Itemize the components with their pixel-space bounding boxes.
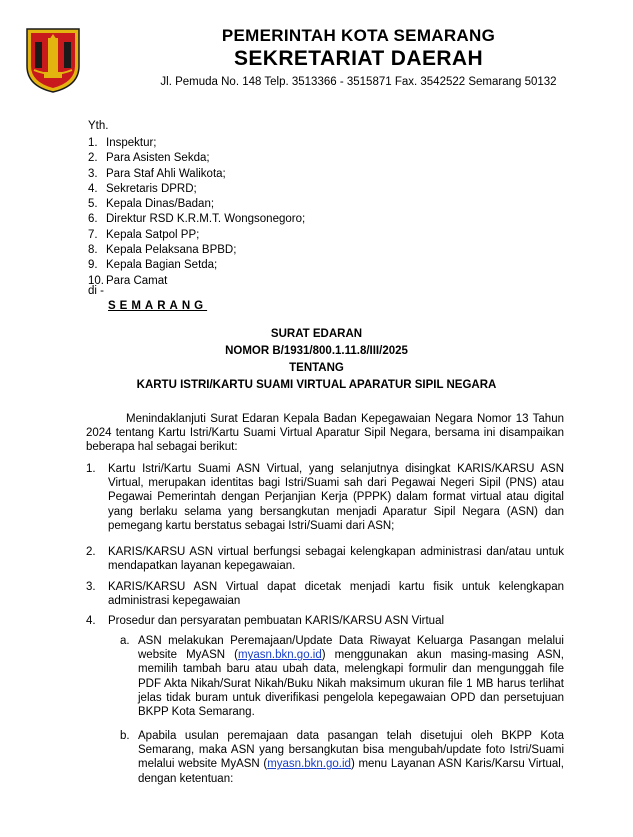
numbered-item <box>86 545 564 573</box>
list-item <box>88 151 305 166</box>
numbered-item <box>86 614 564 628</box>
sub-item-text-end: ) menu Layanan ASN Karis/Karsu Virtual, dengan ketentuan: <box>138 758 564 785</box>
list-item <box>88 243 305 258</box>
list-item <box>88 274 305 289</box>
sub-item-text-start: ASN melakukan Peremajaan/Update Data Riwayat Keluarga Pasangan melalui website MyASN ( <box>138 635 564 662</box>
item-text: Prosedur dan persyaratan pembuatan KARIS/KARSU ASN Virtual <box>108 615 445 627</box>
recipient-text: Kepala Pelaksana BPBD; <box>106 244 237 257</box>
sub-item-text <box>138 729 564 786</box>
list-number: 2. <box>88 152 98 165</box>
sub-item-letter: b. <box>120 730 130 742</box>
sub-item-b <box>120 729 564 786</box>
letterhead <box>0 0 633 100</box>
document-subject: KARTU ISTRI/KARTU SUAMI VIRTUAL APARATUR SIPIL NEGARA <box>136 379 497 391</box>
list-item <box>88 182 305 197</box>
org-address: Jl. Pemuda No. 148 Telp. 3513366 - 3515871 Fax. 3542522 Semarang 50132 <box>160 76 557 88</box>
list-item <box>88 228 305 243</box>
document-number: NOMOR B/1931/800.1.11.8/III/2025 <box>225 345 408 357</box>
list-number: 1. <box>88 137 98 149</box>
recipient-text: Direktur RSD K.R.M.T. Wongsonegoro; <box>106 213 306 226</box>
list-item <box>88 258 305 273</box>
item-number: 3. <box>86 581 96 593</box>
recipient-text: Para Camat <box>106 274 168 287</box>
recipient-text: Sekretaris DPRD; <box>106 182 197 195</box>
list-number: 4. <box>88 182 98 195</box>
numbered-item <box>86 580 564 608</box>
recipient-text: Inspektur; <box>106 137 157 149</box>
item-number: 1. <box>86 463 96 475</box>
myasn-link[interactable]: myasn.bkn.go.id <box>267 758 351 771</box>
document-about: TENTANG <box>289 362 344 374</box>
org-name-line1: PEMERINTAH KOTA SEMARANG <box>221 26 496 45</box>
list-number: 3. <box>88 167 98 180</box>
recipient-text: Kepala Dinas/Badan; <box>106 198 215 211</box>
recipient-text: Para Asisten Sekda; <box>106 152 210 165</box>
sub-item-letter: a. <box>120 635 130 647</box>
list-number: 8. <box>88 244 98 257</box>
city-crest-icon <box>24 26 82 94</box>
list-item <box>88 197 305 212</box>
list-number: 10. <box>88 274 104 287</box>
item-text: KARIS/KARSU ASN Virtual dapat dicetak menjadi kartu fisik untuk kelengkapan administrasi kepegawaian <box>108 581 564 608</box>
list-number: 5. <box>88 198 98 211</box>
list-number: 7. <box>88 228 98 241</box>
item-number: 4. <box>86 615 96 627</box>
myasn-link[interactable]: myasn.bkn.go.id <box>238 649 322 662</box>
sub-item-a <box>120 634 564 719</box>
recipient-list <box>88 136 305 289</box>
location-prefix: di - <box>88 285 104 297</box>
list-item <box>88 136 305 151</box>
item-number: 2. <box>86 546 96 558</box>
sub-item-text <box>138 634 564 719</box>
list-number: 9. <box>88 259 98 272</box>
numbered-item <box>86 462 564 533</box>
intro-paragraph: Menindaklanjuti Surat Edaran Kepala Badan Kepegawaian Negara Nomor 13 Tahun 2024 tentang Kartu Istri/Kartu Suami Virtual Aparatur Sipil Negara, bersama ini disampaikan beberapa hal sebagai berikut: <box>86 413 564 454</box>
recipient-text: Kepala Satpol PP; <box>106 228 200 241</box>
item-text: Kartu Istri/Kartu Suami ASN Virtual, yang selanjutnya disingkat KARIS/KARSU ASN Virtual, merupakan identitas bagi Istri/Suami sah dari Pegawai Negeri Sipil (PNS) atau Pegawai Pemerintah dengan Perjanjian Kerja (PPPK) dalam format virtual atau digital yang berlaku selama yang bersangkutan menjadi Aparatur Sipil Negara (ASN) dan pemegang kartu berstatus sebagai Istri/Suami dari ASN; <box>108 463 564 532</box>
recipient-text: Kepala Bagian Setda; <box>106 259 218 272</box>
sub-item-text-end: ) menggunakan akun masing-masing ASN, memilih tambah baru atau ubah data, melengkapi formulir dan mengunggah file PDF Akta Nikah/Surat Nikah/Buku Nikah maksimum ukuran file 1 MB harus terlihat jelas tidak buram untuk diverifikasi pengelola kepegawaian OPD dan persetujuan BKPP Kota Semarang. <box>138 649 564 719</box>
document-type: SURAT EDARAN <box>270 328 363 340</box>
org-name-line2: SEKRETARIAT DAERAH <box>233 47 484 70</box>
list-number: 6. <box>88 213 98 226</box>
city-name: SEMARANG <box>108 300 208 312</box>
item-text: KARIS/KARSU ASN virtual berfungsi sebagai kelengkapan administrasi dan/atau untuk mendapatkan layanan kepegawaian. <box>108 546 564 573</box>
list-item <box>88 212 305 227</box>
sub-item-text-start: Apabila usulan peremajaan data pasangan telah disetujui oleh BKPP Kota Semarang, maka ASN yang bersangkutan bisa mengubah/update foto Istri/Suami melalui website MyASN ( <box>138 730 564 771</box>
list-item <box>88 167 305 182</box>
salutation: Yth. <box>88 120 109 132</box>
recipient-text: Para Staf Ahli Walikota; <box>106 167 226 180</box>
